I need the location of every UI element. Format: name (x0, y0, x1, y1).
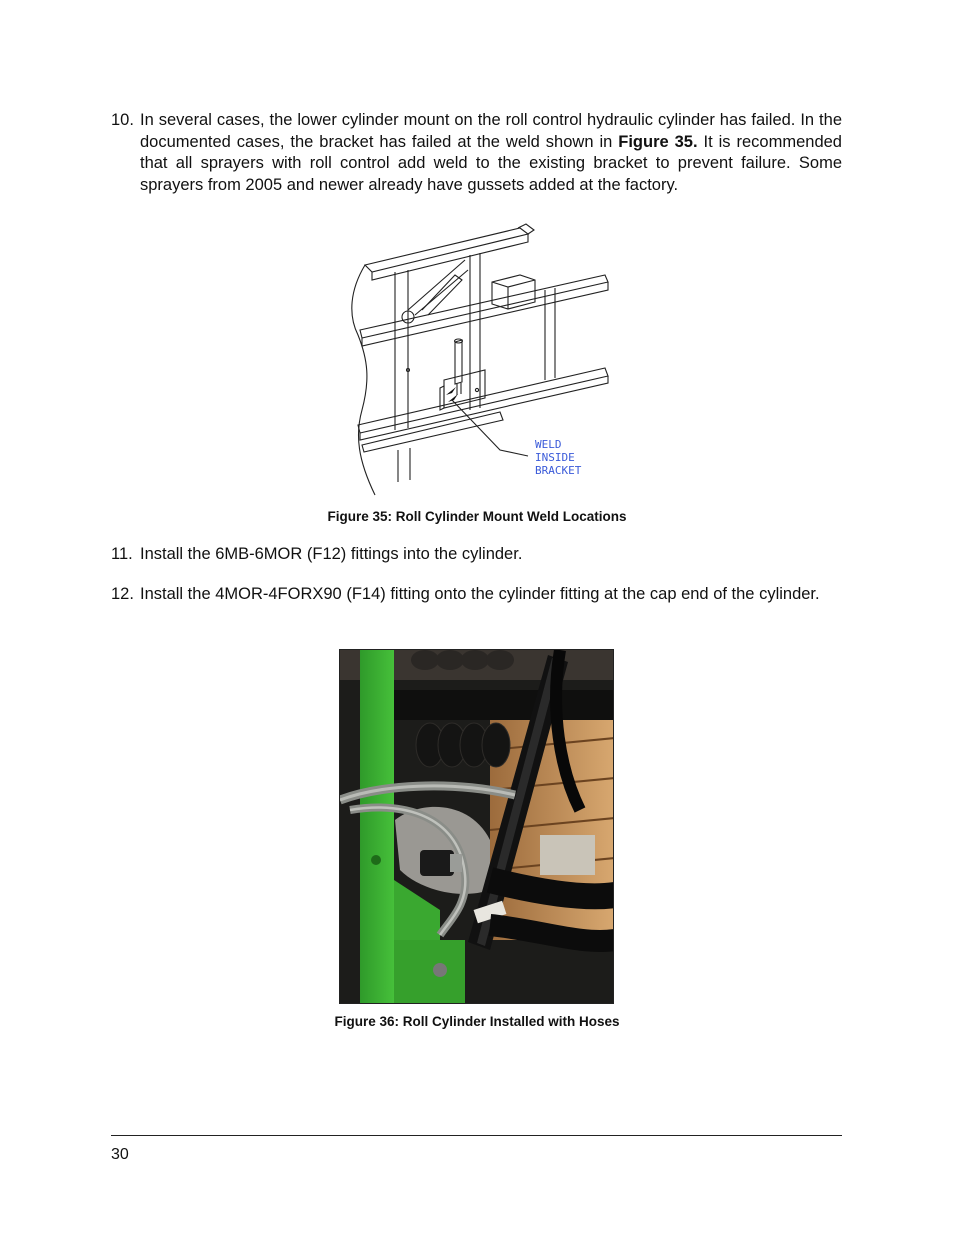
step-11 (111, 544, 842, 566)
figure-36-caption: Figure 36: Roll Cylinder Installed with Hoses (334, 1014, 620, 1029)
figure-36-photo (339, 649, 614, 1004)
step-number: 10. (111, 111, 134, 129)
step-number: 11. (111, 545, 133, 563)
step-text: Install the 4MOR-4FORX90 (F14) fitting onto the cylinder fitting at the cap end of the cylinder. (140, 585, 820, 603)
step-text: In several cases, the lower cylinder mount on the roll control hydraulic cylinder has failed. In the documented cases, the bracket has failed at the weld shown in Figure 35. It is recommended that all sprayers with roll control add weld to the existing bracket to prevent failure. Some sprayers from 2005 and newer already have gussets added at the factory. (140, 111, 842, 194)
callout-bracket: BRACKET (535, 464, 582, 477)
step-text: Install the 6MB-6MOR (F12) fittings into the cylinder. (140, 545, 523, 563)
step-10 (111, 110, 842, 196)
photo-illustration (340, 650, 614, 1004)
step-12 (111, 584, 842, 606)
callout-inside: INSIDE (535, 451, 575, 464)
footer-divider (111, 1135, 842, 1136)
figure-35-caption: Figure 35: Roll Cylinder Mount Weld Locations (327, 509, 627, 524)
figure-reference: Figure 35. (618, 132, 698, 151)
page-number: 30 (111, 1146, 129, 1163)
step-number: 12. (111, 585, 134, 603)
figure-35-drawing (340, 220, 630, 500)
callout-weld: WELD (535, 438, 562, 451)
